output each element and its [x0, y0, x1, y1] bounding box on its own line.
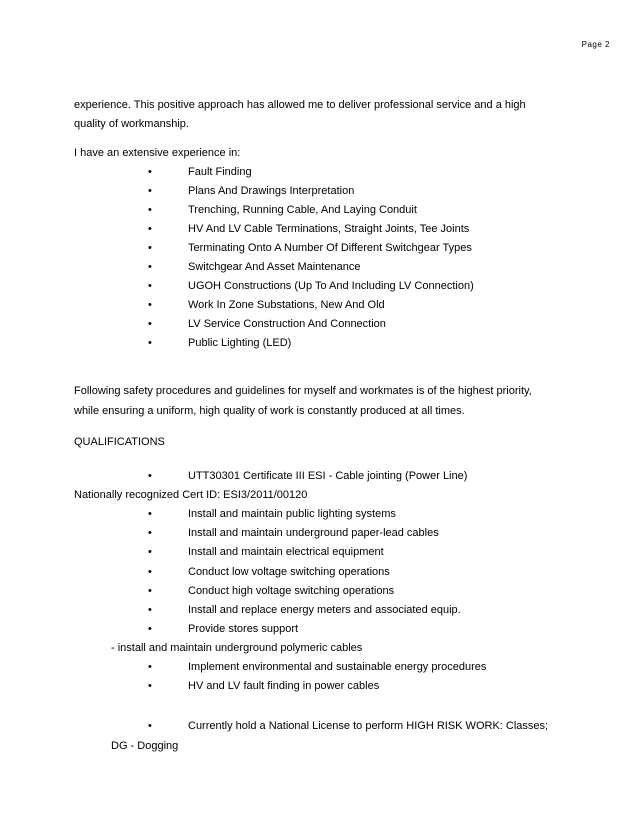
document-page: Page 2 experience. This positive approach has allowed me to deliver professional service and a high quality of workmanship. I have an extensive experience in: • Fault Finding • Plans And Drawings Interpretation • Trenching, Running Cable, And Laying Conduit • HV And LV Cable Terminations, Straight Joints, Tee Joints • Terminating Onto A Number Of Different Switchgear Types • Switchgear And Asset Maintenance • UGOH Constructions (Up To And Including LV Connection) • Work In Zone Substations, New And Old • LV Service Construction And Connection • Public Lighting (LED) Following safety procedures and guidelines for myself and workmates is of the highest priority, while ensuring a uniform, high quality of work is constantly produced at all times. QUALIFICATIONS • UTT30301 Certificate III ESI - Cable jointing (Power Line) Nationally recognized Cert ID: ESI3/2011/00120 • Install and maintain public lighting systems • Install and maintain underground paper-lead cables • Install and maintain electrical equipment • Conduct low voltage switching operations • Conduct high voltage switching operations • Install and replace energy meters and associated equip. • Provide stores support - install and maintain underground polymeric cables • Implement environmental and sustainable energy procedures • HV and LV fault finding in power cables • Currently hold a National License to perform HIGH RISK WORK: Classes; DG - Dogging — [74, 40, 610, 752]
page-number: Page 2 — [581, 40, 610, 49]
bullet-icon: • — [148, 527, 152, 539]
bullet-icon: • — [148, 318, 152, 330]
safety-line-1: Following safety procedures and guidelines for myself and workmates is of the highest priority, — [74, 385, 532, 397]
safety-line-2: while ensuring a uniform, high quality of work is constantly produced at all times. — [74, 405, 465, 417]
intro-line-1: experience. This positive approach has allowed me to deliver professional service and a high — [74, 99, 526, 111]
bullet-icon: • — [148, 185, 152, 197]
bullet-icon: • — [148, 623, 152, 635]
bullet-icon: • — [148, 470, 152, 482]
bullet-icon: • — [148, 223, 152, 235]
bullet-icon: • — [148, 546, 152, 558]
experience-heading: I have an extensive experience in: — [74, 147, 241, 159]
bullet-icon: • — [148, 299, 152, 311]
bullet-icon: • — [148, 566, 152, 578]
bullet-icon: • — [148, 508, 152, 520]
bullet-icon: • — [148, 261, 152, 273]
bullet-icon: • — [148, 604, 152, 616]
bullet-icon: • — [148, 661, 152, 673]
sub-item: - install and maintain underground polymeric cables — [111, 642, 363, 654]
bullet-icon: • — [148, 166, 152, 178]
intro-line-2: quality of workmanship. — [74, 118, 189, 130]
cert-note: Nationally recognized Cert ID: ESI3/2011/00120 — [74, 489, 308, 501]
license-class: DG - Dogging — [111, 740, 179, 752]
bullet-icon: • — [148, 585, 152, 597]
bullet-icon: • — [148, 204, 152, 216]
bullet-icon: • — [148, 337, 152, 349]
qualifications-heading: QUALIFICATIONS — [74, 436, 165, 448]
bullet-icon: • — [148, 242, 152, 254]
bullet-icon: • — [148, 280, 152, 292]
bullet-icon: • — [148, 720, 152, 732]
bullet-icon: • — [148, 680, 152, 692]
